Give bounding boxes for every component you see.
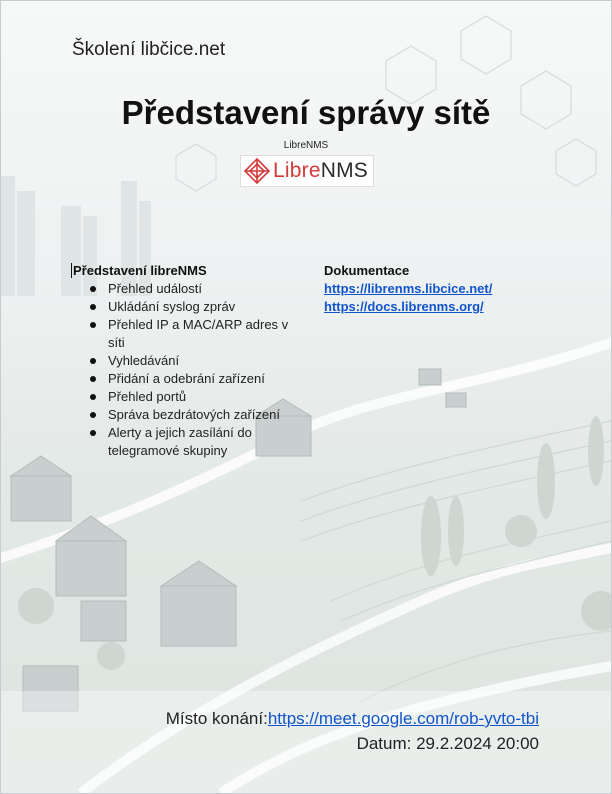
- list-item: Alerty a jejich zasílání do telegramové skupiny: [108, 424, 296, 460]
- document-content: [1, 1, 611, 793]
- venue-line: [166, 709, 539, 729]
- list-item: Přehled portů: [108, 388, 296, 406]
- features-section: [71, 263, 296, 460]
- librenms-logo-text: [273, 159, 368, 183]
- documentation-section: [324, 263, 544, 316]
- documentation-heading: Dokumentace: [324, 263, 410, 278]
- list-item: Přehled IP a MAC/ARP adres v síti: [108, 316, 296, 352]
- librenms-logo: [240, 155, 374, 187]
- librenms-docs-link[interactable]: https://docs.librenms.org/: [324, 299, 484, 314]
- event-date: Datum: 29.2.2024 20:00: [356, 734, 539, 753]
- page-title: Představení správy sítě: [121, 94, 491, 131]
- logo-text-nms: NMS: [320, 159, 368, 182]
- meeting-link[interactable]: https://meet.google.com/rob-yvto-tbi: [267, 709, 539, 728]
- list-item: Správa bezdrátových zařízení: [108, 406, 296, 424]
- list-item: Přidání a odebrání zařízení: [108, 370, 296, 388]
- organization-name: Školení libčice.net: [72, 39, 226, 60]
- features-heading: Představení libreNMS: [71, 263, 296, 278]
- list-item: Vyhledávání: [108, 352, 296, 370]
- venue-label: Místo konání:: [165, 709, 268, 728]
- logo-text-libre: Libre: [273, 159, 321, 182]
- features-list: [71, 280, 296, 460]
- list-item: Ukládání syslog zpráv: [108, 298, 296, 316]
- list-item: Přehled událostí: [108, 280, 296, 298]
- librenms-instance-link[interactable]: https://librenms.libcice.net/: [324, 281, 493, 296]
- page-subtitle: LibreNMS: [283, 140, 329, 151]
- librenms-logo-icon: [243, 157, 271, 185]
